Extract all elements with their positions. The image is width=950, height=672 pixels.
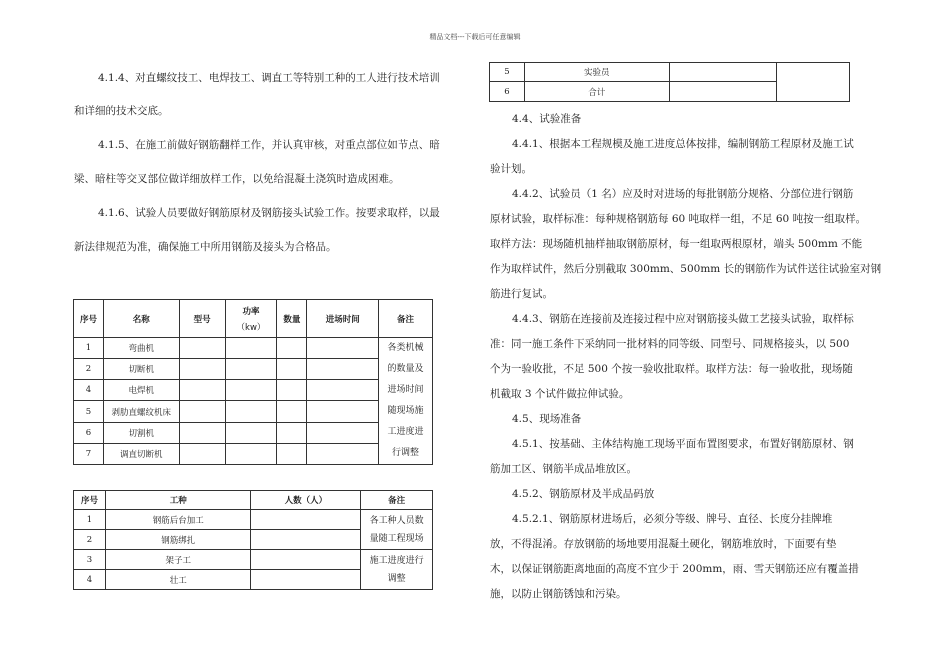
cell-no: 7 bbox=[74, 443, 104, 464]
cell-no: 6 bbox=[490, 82, 525, 102]
remark-cell bbox=[379, 338, 433, 465]
remark-line: 量随工程现场 bbox=[369, 533, 424, 544]
text-line: 4.5.2.1、钢筋原材进场后，必须分等级、牌号、直径、长度分挂牌堆 bbox=[512, 513, 833, 525]
machine-table bbox=[73, 299, 433, 465]
text-line: 4.4.2、试验员（1 名）应及时对进场的每批钢筋分规格、分部位进行钢筋 bbox=[512, 188, 854, 200]
para-4-1-5-line1: 4.1.5、在施工前做好钢筋翻样工作，并认真审核，对重点部位如节点、暗 bbox=[98, 139, 440, 151]
text-line: 准：同一施工条件下采纳同一批材料的同等级、同型号、同规格接头，以 500 bbox=[490, 338, 850, 350]
text-line: 筋进行复试。 bbox=[490, 288, 553, 300]
cell-no: 4 bbox=[74, 570, 106, 590]
cell-name: 架子工 bbox=[105, 550, 251, 570]
remark-line: 的数量及 bbox=[387, 364, 424, 374]
col-header-qty: 数量 bbox=[277, 300, 307, 338]
text-line: 4.4.3、钢筋在连接前及连接过程中应对钢筋接头做工艺接头试验，取样标 bbox=[512, 313, 854, 325]
col-header-power-label: 功率 bbox=[242, 306, 260, 317]
text-line: 取样方法：现场随机抽样抽取钢筋原材，每一组取两根原材，端头 500mm 不能 bbox=[490, 238, 863, 250]
cell-name: 调直切断机 bbox=[103, 443, 179, 464]
labor-table bbox=[73, 490, 433, 590]
text-line: 木，以保证钢筋距离地面的高度不宜少于 200mm，雨、雪天钢筋还应有覆盖措 bbox=[490, 563, 859, 575]
cell-no: 1 bbox=[74, 338, 104, 359]
remark-line: 工进度进 bbox=[387, 427, 424, 437]
cell-no: 2 bbox=[74, 359, 104, 380]
cell-name: 壮工 bbox=[105, 570, 251, 590]
cell-name: 钢筋后台加工 bbox=[105, 510, 251, 530]
text-line: 4.5.1、按基础、主体结构施工现场平面布置图要求，布置好钢筋原材、钢 bbox=[512, 438, 854, 450]
col-header-headcount: 人数（人） bbox=[251, 491, 361, 510]
remark-line: 行调整 bbox=[392, 448, 420, 458]
section-4-4-heading: 4.4、试验准备 bbox=[512, 113, 582, 125]
col-header-remark: 备注 bbox=[361, 491, 433, 510]
para-4-1-6-line1: 4.1.6、试验人员要做好钢筋原材及钢筋接头试验工作。按要求取样，以最 bbox=[98, 207, 440, 219]
cell-name: 合计 bbox=[524, 82, 669, 102]
text-line: 个为一验收批，不足 500 个按一验收批取样。取样方法：每一验收批，现场随 bbox=[490, 363, 853, 375]
text-line: 筋加工区、钢筋半成品堆放区。 bbox=[490, 463, 637, 475]
cell-name: 弯曲机 bbox=[103, 338, 179, 359]
col-header-entry-time: 进场时间 bbox=[307, 300, 379, 338]
cell-no: 6 bbox=[74, 422, 104, 443]
cell-no: 2 bbox=[74, 530, 106, 550]
cell-name: 实验员 bbox=[524, 63, 669, 82]
cell-no: 5 bbox=[74, 401, 104, 422]
col-header-power-unit: （kw） bbox=[236, 322, 266, 333]
section-4-5-heading: 4.5、现场准备 bbox=[512, 413, 582, 425]
text-line: 原材试验，取样标准：每种规格钢筋每 60 吨取样一组，不足 60 吨按一组取样。 bbox=[490, 213, 867, 225]
col-header-remark: 备注 bbox=[379, 300, 433, 338]
text-line: 4.4.1、根据本工程规模及施工进度总体按排，编制钢筋工程原材及施工试 bbox=[512, 138, 854, 150]
para-4-1-4-line1: 4.1.4、对直螺纹技工、电焊技工、调直工等特别工种的工人进行技术培训 bbox=[98, 72, 440, 84]
cell-no: 5 bbox=[490, 63, 525, 82]
para-4-1-5-line2: 梁、暗柱等交叉部位做详细放样工作，以免给混凝土浇筑时造成困难。 bbox=[74, 173, 400, 185]
remark-line: 施工进度进行 bbox=[369, 555, 424, 566]
text-line: 作为取样试件，然后分别截取 300mm、500mm 长的钢筋作为试件送往试验室对钢 bbox=[490, 263, 882, 275]
table-row bbox=[74, 550, 433, 570]
cell-name: 切断机 bbox=[103, 359, 179, 380]
col-header-trade: 工种 bbox=[105, 491, 251, 510]
remark-cell-a bbox=[361, 510, 433, 550]
remark-line: 随现场施 bbox=[387, 406, 424, 416]
cell-name: 钢筋绑扎 bbox=[105, 530, 251, 550]
table-row bbox=[490, 63, 850, 82]
remark-cell-b bbox=[361, 550, 433, 590]
cell-name: 电焊机 bbox=[103, 380, 179, 401]
col-header-name: 名称 bbox=[103, 300, 179, 338]
col-header-no: 序号 bbox=[74, 300, 104, 338]
text-line: 放，不得混淆。存放钢筋的场地要用混凝土硬化，钢筋堆放时，下面要有垫 bbox=[490, 538, 837, 550]
para-4-1-6-line2: 新法律规范为准，确保施工中所用钢筋及接头为合格品。 bbox=[74, 241, 337, 253]
cell-no: 1 bbox=[74, 510, 106, 530]
para-4-1-4-line2: 和详细的技术交底。 bbox=[74, 105, 169, 117]
cell-no: 3 bbox=[74, 550, 106, 570]
text-line: 施，以防止钢筋锈蚀和污染。 bbox=[490, 588, 627, 600]
cell-no: 4 bbox=[74, 380, 104, 401]
section-4-5-2-heading: 4.5.2、钢筋原材及半成品码放 bbox=[512, 488, 655, 500]
table-row bbox=[74, 510, 433, 530]
col-header-model: 型号 bbox=[179, 300, 225, 338]
remark-line: 进场时间 bbox=[387, 385, 424, 395]
page-header: 精品文档---下载后可任意编辑 bbox=[429, 33, 521, 41]
remark-line: 各类机械 bbox=[387, 343, 424, 353]
text-line: 机截取 3 个试件做拉伸试验。 bbox=[490, 388, 630, 400]
col-header-power bbox=[225, 300, 277, 338]
col-header-no: 序号 bbox=[74, 491, 106, 510]
remark-line: 各工种人员数 bbox=[369, 515, 424, 526]
table-row bbox=[74, 338, 433, 359]
cell-name: 剥肋直螺纹机床 bbox=[103, 401, 179, 422]
staff-table-continued bbox=[489, 62, 850, 102]
text-line: 验计划。 bbox=[490, 163, 532, 175]
cell-name: 切割机 bbox=[103, 422, 179, 443]
remark-line: 调整 bbox=[387, 573, 406, 584]
